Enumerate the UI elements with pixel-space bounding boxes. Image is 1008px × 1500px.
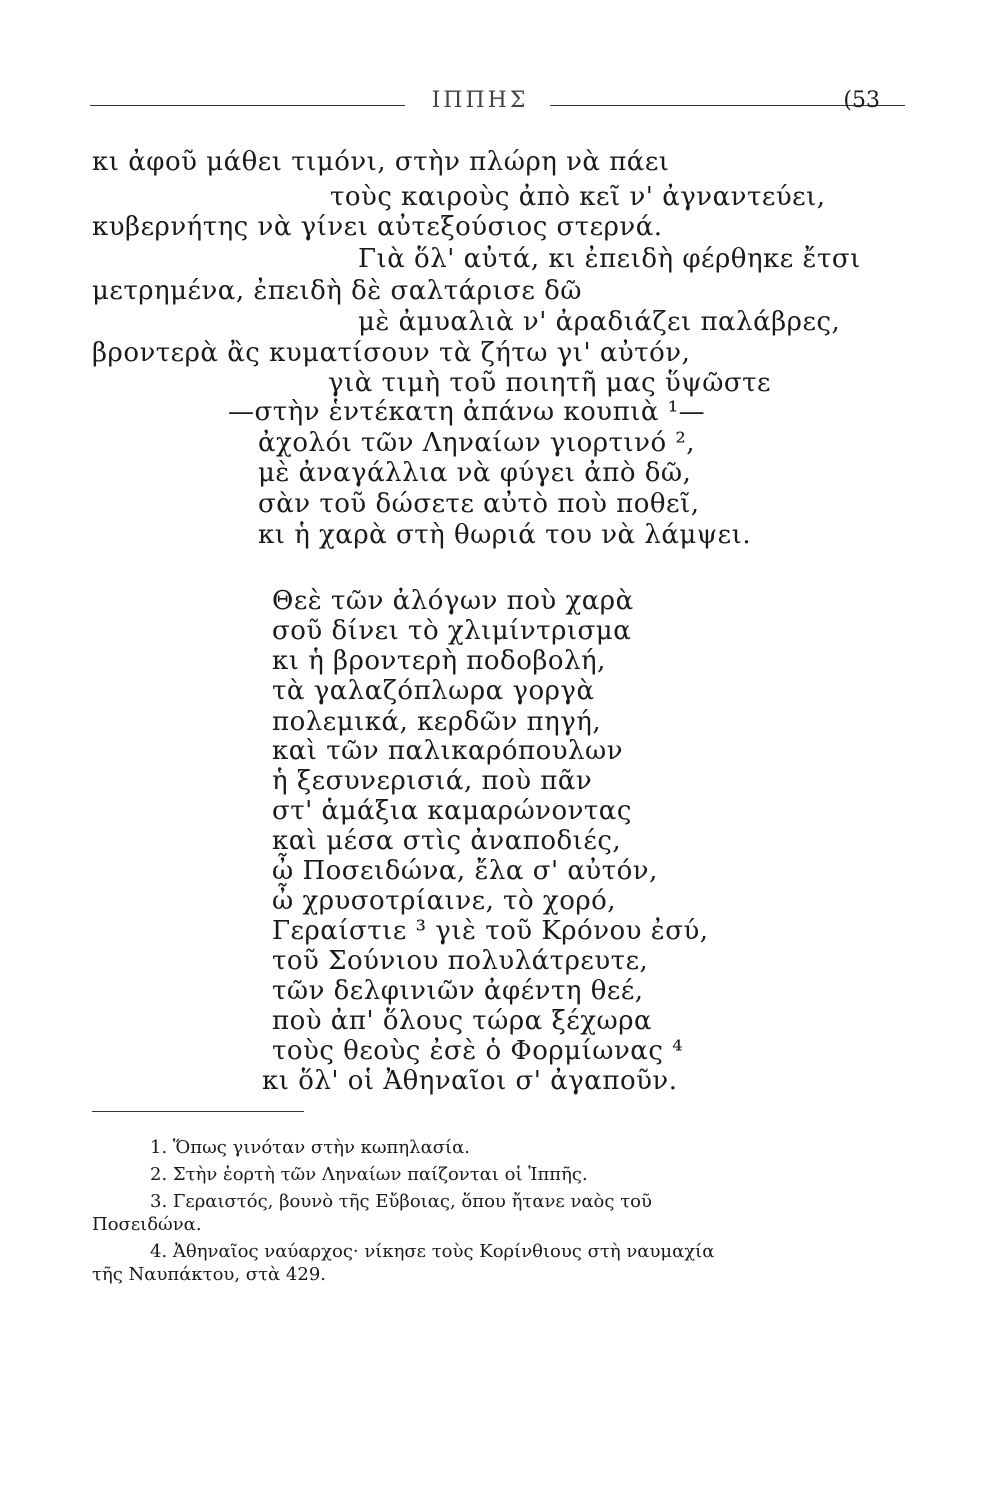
verse-line: τῶν δελφινιῶν ἀφέντη θεέ, [272,976,644,1006]
footnote: 3. Γεραιστός, βουνὸ τῆς Εὔβοιας, ὅπου ἤτανε ναὸς τοῦ [150,1191,652,1212]
verse-line: μὲ ἀμυαλιὰ ν' ἀραδιάζει παλάβρες, [358,307,841,337]
verse-line: σοῦ δίνει τὸ χλιμίντρισμα [272,616,632,646]
verse-line: γιὰ τιμὴ τοῦ ποιητῆ μας ὕψῶστε [328,368,771,398]
verse-line: κι ὅλ' οἱ Ἀθηναῖοι σ' ἀγαποῦν. [262,1066,678,1096]
verse-line: τοὺς θεοὺς ἐσὲ ὁ Φορμίωνας ⁴ [272,1036,684,1066]
footnote-rule [92,1111,304,1112]
verse-line: κι ἡ βροντερὴ ποδοβολή, [272,646,606,676]
verse-line: σὰν τοῦ δώσετε αὐτὸ ποὺ ποθεῖ, [258,489,700,519]
verse-line: ἀχολόι τῶν Ληναίων γιορτινό ², [258,428,696,458]
verse-line: —στὴν ἑντέκατη ἀπάνω κουπιὰ ¹— [228,397,706,427]
verse-line: ἡ ξεσυνερισιά, ποὺ πᾶν [272,766,593,796]
running-header [90,88,880,118]
verse-line: ὦ Ποσειδώνα, ἔλα σ' αὐτόν, [272,856,658,886]
footnote: 4. Ἀθηναῖος ναύαρχος· νίκησε τοὺς Κορίνθιους στὴ ναυμαχία [150,1241,715,1262]
verse-line: καὶ μέσα στὶς ἀναποδιές, [272,826,622,856]
verse-line: Θεὲ τῶν ἀλόγων ποὺ χαρὰ [272,586,634,616]
verse-line: Γιὰ ὅλ' αὐτά, κι ἐπειδὴ φέρθηκε ἔτσι [358,244,861,274]
verse-line: μὲ ἀναγάλλια νὰ φύγει ἀπὸ δῶ, [258,458,692,488]
verse-line: κυβερνήτης νὰ γίνει αὐτεξούσιος στερνά. [92,212,663,242]
verse-line: τὰ γαλαζόπλωρα γοργὰ [272,676,595,706]
header-rule-left [90,105,405,106]
verse-line: κι ἀφοῦ μάθει τιμόνι, στὴν πλώρη νὰ πάει [92,147,670,177]
running-title: ΙΠΠΗΣ [431,88,529,113]
verse-line: καὶ τῶν παλικαρόπουλων [272,736,624,766]
verse-line: Γεραίστιε ³ γιὲ τοῦ Κρόνου ἐσύ, [272,916,709,946]
footnote: 1. Ὅπως γινόταν στὴν κωπηλασία. [150,1137,470,1158]
verse-line: βροντερὰ ἂς κυματίσουν τὰ ζήτω γι' αὐτόν, [92,338,691,368]
page-number: (53 [843,88,880,113]
verse-line: ὦ χρυσοτρίαινε, τὸ χορό, [272,886,617,916]
verse-line: ποὺ ἀπ' ὅλους τώρα ξέχωρα [272,1006,653,1036]
footnote: 2. Στὴν ἑορτὴ τῶν Ληναίων παίζονται οἱ Ἱππῆς. [150,1164,588,1185]
verse-line: κι ἡ χαρὰ στὴ θωριά του νὰ λάμψει. [258,520,752,550]
verse-line: τοῦ Σούνιου πολυλάτρευτε, [272,946,649,976]
verse-line: πολεμικά, κερδῶν πηγή, [272,707,602,737]
footnote-continuation: Ποσειδώνα. [92,1214,202,1235]
footnote-continuation: τῆς Ναυπάκτου, στὰ 429. [92,1264,327,1285]
verse-line: μετρημένα, ἐπειδὴ δὲ σαλτάρισε δῶ [92,276,582,306]
verse-line: τοὺς καιροὺς ἀπὸ κεῖ ν' ἀγναντεύει, [330,182,826,212]
verse-line: στ' ἁμάξια καμαρώνοντας [272,796,632,826]
